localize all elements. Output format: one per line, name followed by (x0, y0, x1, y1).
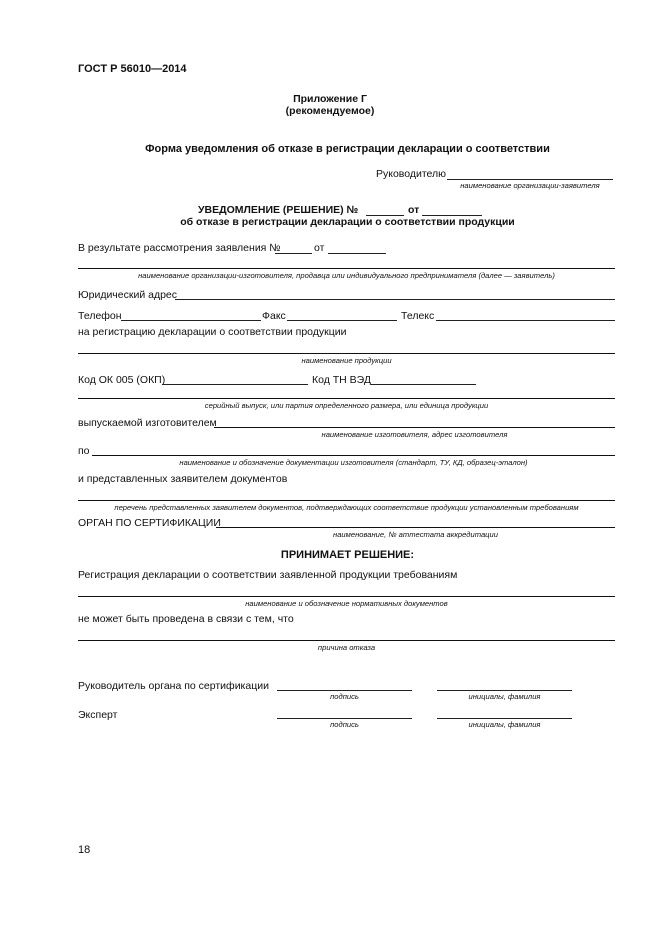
manufacturer-caption: наименование изготовителя, адрес изготовителя (321, 430, 508, 439)
okp-code-label: Код ОК 005 (ОКП) (78, 374, 166, 386)
submitted-docs-label: и представленных заявителем документов (78, 473, 288, 485)
expert-label: Эксперт (78, 709, 118, 721)
norm-docs-field[interactable] (78, 596, 615, 597)
release-caption: серийный выпуск, или партия определенного размера, или единица продукции (204, 401, 489, 410)
applicant-field[interactable] (78, 268, 615, 269)
norm-docs-caption: наименование и обозначение нормативных документов (245, 599, 448, 608)
legal-address-label: Юридический адрес (78, 289, 178, 301)
submitted-docs-caption: перечень представленных заявителем документов, подтверждающих соответствие продукции установленным требованиям (114, 503, 579, 512)
registration-label: на регистрацию декларации о соответствии продукции (78, 326, 347, 338)
form-title: Форма уведомления об отказе в регистрации декларации о соответствии (145, 143, 550, 155)
okp-code-field[interactable] (162, 384, 308, 385)
standard-number: ГОСТ Р 56010—2014 (78, 63, 187, 75)
reason-field[interactable] (78, 640, 615, 641)
expert-signature-field[interactable] (277, 718, 412, 719)
appendix-title: Приложение Г (293, 93, 367, 105)
head-initials-caption: инициалы, фамилия (468, 692, 541, 701)
cert-body-caption: наименование, № аттестата аккредитации (333, 530, 498, 539)
cert-body-label: ОРГАН ПО СЕРТИФИКАЦИИ (78, 517, 221, 529)
notice-from: от (408, 204, 420, 216)
cannot-text: не может быть проведена в связи с тем, что (78, 613, 294, 625)
expert-initials-field[interactable] (437, 718, 572, 719)
expert-initials-caption: инициалы, фамилия (468, 720, 541, 729)
head-signature-field[interactable] (277, 690, 412, 691)
product-caption: наименование продукции (301, 356, 392, 365)
expert-signature-caption: подпись (330, 720, 359, 729)
documentation-caption: наименование и обозначение документации изготовителя (стандарт, ТУ, КД, образец-эталон) (179, 458, 528, 467)
fax-field[interactable] (287, 320, 397, 321)
release-field[interactable] (78, 398, 615, 399)
notice-subtitle: об отказе в регистрации декларации о соответствии продукции (180, 216, 515, 228)
documentation-field[interactable] (92, 455, 615, 456)
head-signature-caption: подпись (330, 692, 359, 701)
telex-field[interactable] (436, 320, 615, 321)
addressee-caption: наименование организации-заявителя (460, 181, 600, 190)
legal-address-field[interactable] (175, 299, 615, 300)
page-number: 18 (78, 844, 91, 856)
tnved-code-label: Код ТН ВЭД (312, 374, 371, 386)
head-signer-label: Руководитель органа по сертификации (78, 680, 269, 692)
manufacturer-label: выпускаемой изготовителем (78, 417, 217, 429)
addressee-field[interactable] (447, 179, 613, 180)
head-initials-field[interactable] (437, 690, 572, 691)
cert-body-field[interactable] (216, 527, 615, 528)
addressee-label: Руководителю (376, 168, 447, 180)
application-number-field[interactable] (275, 253, 312, 254)
applicant-caption: наименование организации-изготовителя, продавца или индивидуального предпринимателя (далее — заявитель) (138, 271, 555, 280)
phone-field[interactable] (121, 320, 261, 321)
notice-prefix: УВЕДОМЛЕНИЕ (РЕШЕНИЕ) № (198, 204, 359, 216)
review-from: от (314, 242, 325, 254)
product-field[interactable] (78, 353, 615, 354)
reason-caption: причина отказа (317, 643, 376, 652)
telex-label: Телекс (401, 310, 435, 322)
fax-label: Факс (262, 310, 286, 322)
appendix-subtitle: (рекомендуемое) (285, 105, 375, 117)
review-prefix: В результате рассмотрения заявления № (78, 242, 281, 254)
decision-heading: ПРИНИМАЕТ РЕШЕНИЕ: (280, 549, 415, 561)
submitted-docs-field[interactable] (78, 500, 615, 501)
decision-text: Регистрация декларации о соответствии заявленной продукции требованиям (78, 569, 458, 581)
application-date-field[interactable] (328, 253, 386, 254)
tnved-code-field[interactable] (371, 384, 476, 385)
manufacturer-field[interactable] (214, 427, 615, 428)
by-label: по (78, 445, 90, 457)
phone-label: Телефон (78, 310, 122, 322)
